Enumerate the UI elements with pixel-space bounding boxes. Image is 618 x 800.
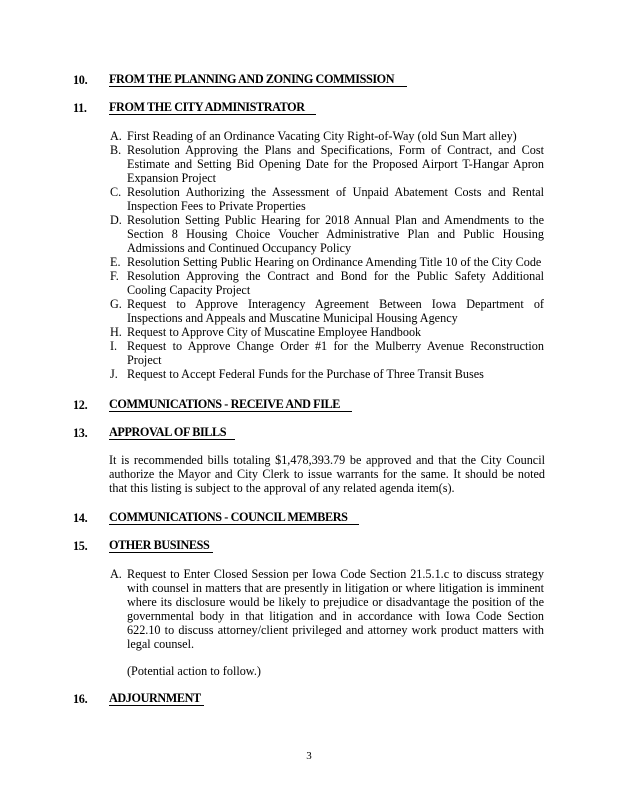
list-item [110,185,544,213]
list-item [110,143,544,185]
list-item [110,367,544,381]
section-number: 11. [73,101,87,115]
section-heading: ADJOURNMENT [109,692,204,706]
item-text: Resolution Setting Public Hearing for 2018 Annual Plan and Amendments to the Section 8 Housing Choice Voucher Administrative Plan and Public Housing Admissions and Continued Occupancy Policy [127,213,544,255]
section-number: 12. [73,398,88,412]
list-item [110,129,544,143]
item-letter: B. [110,143,122,157]
item-text: Resolution Approving the Plans and Specifications, Form of Contract, and Cost Estimate and Setting Bid Opening Date for the Proposed Airport T-Hangar Apron Expansion Project [127,143,544,185]
item-text: Request to Approve Change Order #1 for the Mulberry Avenue Reconstruction Project [127,339,544,367]
section-heading: COMMUNICATIONS - RECEIVE AND FILE [109,398,352,412]
administrator-items-list [110,129,544,381]
item-text: Resolution Setting Public Hearing on Ordinance Amending Title 10 of the City Code [127,255,542,269]
page-number: 3 [306,750,312,762]
item-letter: G. [110,297,122,311]
item-letter: J. [110,367,118,381]
section-heading: COMMUNICATIONS - COUNCIL MEMBERS [109,511,359,525]
item-letter: C. [110,185,122,199]
section-number: 10. [73,73,88,87]
list-item [110,325,544,339]
bills-paragraph: It is recommended bills totaling $1,478,393.79 be approved and that the City Council authorize the Mayor and City Clerk to issue warrants for the same. It should be noted that this listing is subject to the approval of any related agenda item(s). [109,453,545,495]
item-letter: A. [110,129,122,143]
list-item [110,297,544,325]
item-text: Request to Approve City of Muscatine Employee Handbook [127,325,422,339]
list-item [110,213,544,255]
item-text: Request to Approve Interagency Agreement Between Iowa Department of Inspections and Appeals and Muscatine Municipal Housing Agency [127,297,544,325]
list-item [110,255,544,269]
potential-action-note: (Potential action to follow.) [127,664,261,678]
item-text: First Reading of an Ordinance Vacating City Right-of-Way (old Sun Mart alley) [127,129,517,143]
item-text: Resolution Approving the Contract and Bond for the Public Safety Additional Cooling Capacity Project [127,269,544,297]
item-text: Resolution Authorizing the Assessment of Unpaid Abatement Costs and Rental Inspection Fees to Private Properties [127,185,544,213]
list-item [110,269,544,297]
item-letter: D. [110,213,122,227]
section-number: 16. [73,692,88,706]
section-heading: FROM THE PLANNING AND ZONING COMMISSION [109,73,407,87]
item-letter: H. [110,325,122,339]
section-number: 15. [73,539,88,553]
list-item [110,567,544,651]
section-heading: FROM THE CITY ADMINISTRATOR [109,101,316,115]
section-number: 14. [73,511,88,525]
list-item [110,339,544,367]
item-text: Request to Accept Federal Funds for the Purchase of Three Transit Buses [127,367,484,381]
other-business-list [110,567,544,651]
item-letter: F. [110,269,119,283]
item-letter: E. [110,255,121,269]
item-letter: I. [110,339,118,353]
section-heading: APPROVAL OF BILLS [109,426,235,440]
section-number: 13. [73,426,88,440]
item-letter: A. [110,567,122,581]
section-heading: OTHER BUSINESS [109,539,213,553]
item-text: Request to Enter Closed Session per Iowa Code Section 21.5.1.c to discuss strategy with counsel in matters that are presently in litigation or where litigation is imminent where its disclosure would be likely to prejudice or disadvantage the position of the governmental body in that litigation and in accordance with Iowa Code Section 622.10 to discuss attorney/client privileged and attorney work product matters with legal counsel. [127,567,544,651]
